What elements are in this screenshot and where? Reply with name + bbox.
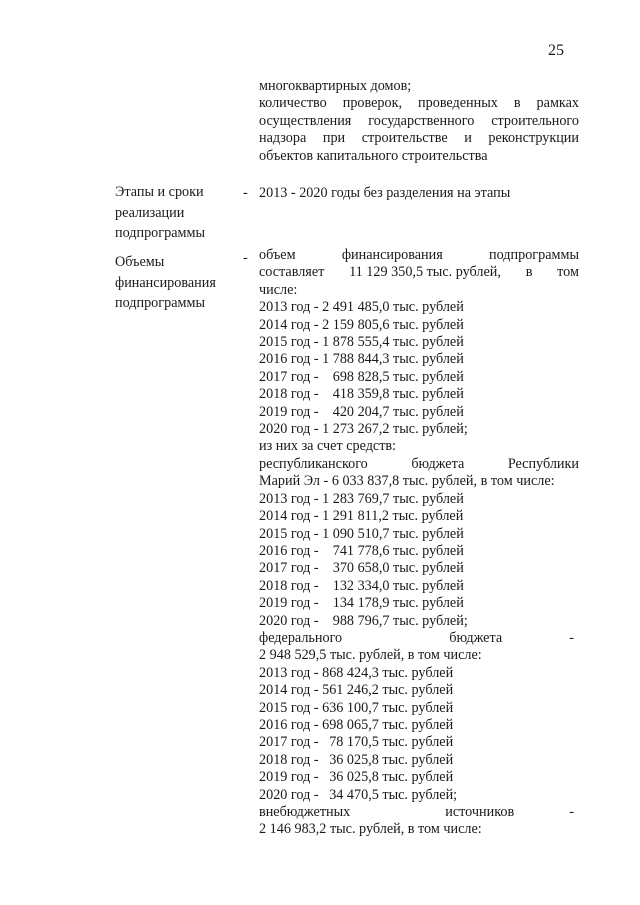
year-line: 2018 год - 132 334,0 тыс. рублей	[259, 577, 464, 594]
stages-label-line: подпрограммы	[115, 225, 205, 241]
intro-line: количество проверок, проведенных в рамках	[259, 95, 579, 112]
year-line: 2020 год - 1 273 267,2 тыс. рублей;	[259, 421, 468, 438]
republic-line: Марий Эл - 6 033 837,8 тыс. рублей, в том числе:	[259, 473, 555, 490]
year-line: 2014 год - 561 246,2 тыс. рублей	[259, 682, 454, 699]
stages-dash: -	[243, 185, 248, 201]
total-line	[259, 264, 579, 281]
text-fragment: бюджета	[411, 455, 465, 472]
year-line: 2013 год - 2 491 485,0 тыс. рублей	[259, 299, 464, 316]
total-line: числе:	[259, 281, 298, 298]
year-line: 2020 год - 988 796,7 тыс. рублей;	[259, 612, 468, 629]
funding-label	[115, 252, 225, 314]
page-number: 25	[548, 42, 564, 59]
text-fragment: внебюджетных	[259, 804, 351, 820]
year-line: 2019 год - 36 025,8 тыс. рублей	[259, 769, 454, 786]
intro-line: надзора при строительстве и реконструкции	[259, 130, 579, 147]
stages-label-line: реализации	[115, 204, 185, 221]
year-line: 2013 год - 1 283 769,7 тыс. рублей	[259, 490, 464, 507]
funding-label-line: подпрограммы	[115, 295, 205, 311]
year-line: 2017 год - 698 828,5 тыс. рублей	[259, 368, 464, 385]
stages-value: 2013 - 2020 годы без разделения на этапы	[259, 185, 511, 201]
federal-line	[259, 630, 574, 647]
year-line: 2015 год - 1 878 555,4 тыс. рублей	[259, 334, 464, 351]
text-fragment: бюджета	[449, 629, 503, 646]
extrabudget-line: 2 146 983,2 тыс. рублей, в том числе:	[259, 821, 482, 838]
text-fragment: том	[557, 264, 579, 281]
text-fragment: республиканского	[259, 455, 368, 472]
funding-label-line: Объемы	[115, 254, 165, 270]
text-fragment: федерального	[259, 629, 343, 646]
extrabudget-line	[259, 804, 574, 821]
total-line	[259, 247, 579, 264]
funding-dash: -	[243, 250, 248, 266]
intro-line: многоквартирных домов;	[259, 78, 412, 94]
sources-heading: из них за счет средств:	[259, 438, 397, 455]
intro-text	[259, 78, 579, 165]
funding-label-line: финансирования	[115, 274, 216, 291]
text-fragment: в	[525, 264, 533, 281]
stages-label-line: Этапы и сроки	[115, 184, 204, 200]
year-line: 2017 год - 78 170,5 тыс. рублей	[259, 734, 454, 751]
text-fragment: Республики	[507, 455, 579, 472]
year-line: 2016 год - 741 778,6 тыс. рублей	[259, 542, 464, 559]
year-line: 2016 год - 698 065,7 тыс. рублей	[259, 716, 454, 733]
intro-line: осуществления государственного строительного	[259, 112, 579, 129]
year-line: 2019 год - 420 204,7 тыс. рублей	[259, 403, 464, 420]
year-line: 2015 год - 1 090 510,7 тыс. рублей	[259, 525, 464, 542]
stages-label	[115, 182, 225, 244]
year-line: 2014 год - 2 159 805,6 тыс. рублей	[259, 316, 464, 333]
year-line: 2020 год - 34 470,5 тыс. рублей;	[259, 786, 458, 803]
year-line: 2014 год - 1 291 811,2 тыс. рублей	[259, 508, 464, 525]
year-line: 2018 год - 36 025,8 тыс. рублей	[259, 751, 454, 768]
intro-line: объектов капитального строительства	[259, 147, 488, 164]
year-line: 2019 год - 134 178,9 тыс. рублей	[259, 595, 464, 612]
funding-value	[259, 247, 579, 839]
text-fragment: подпрограммы	[489, 247, 579, 263]
year-line: 2017 год - 370 658,0 тыс. рублей	[259, 560, 464, 577]
text-fragment: финансирования	[341, 247, 443, 263]
year-line: 2016 год - 1 788 844,3 тыс. рублей	[259, 351, 464, 368]
text-fragment: составляет	[259, 264, 325, 281]
text-fragment: источников	[445, 804, 515, 820]
year-line: 2018 год - 418 359,8 тыс. рублей	[259, 386, 464, 403]
year-line: 2013 год - 868 424,3 тыс. рублей	[259, 664, 454, 681]
year-line: 2015 год - 636 100,7 тыс. рублей	[259, 699, 454, 716]
republic-line	[259, 456, 579, 473]
federal-line: 2 948 529,5 тыс. рублей, в том числе:	[259, 647, 482, 664]
total-amount: 11 129 350,5 тыс. рублей,	[349, 264, 501, 281]
trailing-dash: -	[569, 804, 574, 820]
trailing-dash: -	[569, 629, 574, 646]
text-fragment: объем	[259, 247, 296, 263]
